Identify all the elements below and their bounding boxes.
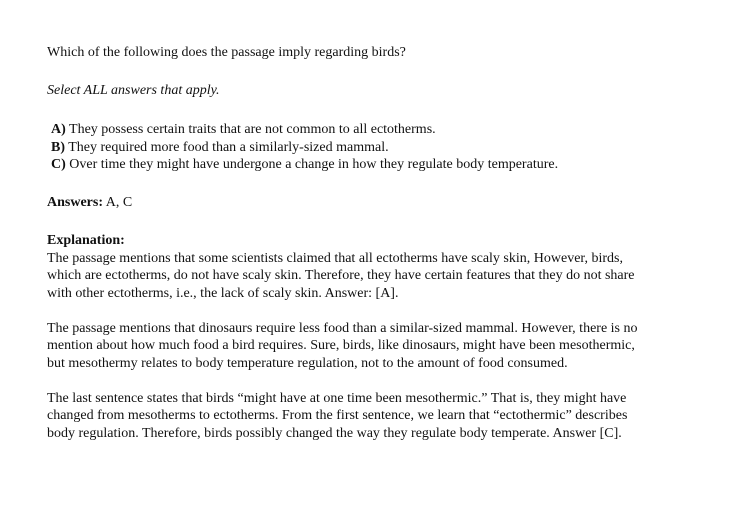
option-letter: B) — [51, 139, 65, 155]
answers-label: Answers: — [47, 195, 103, 210]
paragraph-line: body regulation. Therefore, birds possibly changed the way they regulate body temperate. Answer [C]. — [47, 425, 622, 441]
paragraph-gap — [47, 302, 727, 320]
answers-line — [47, 194, 132, 212]
option-text: They possess certain traits that are not common to all ectotherms. — [65, 122, 436, 137]
paragraph-line: The passage mentions that dinosaurs require less food than a similar-sized mammal. However, there is no — [47, 320, 638, 336]
paragraph-line: with other ectotherms, i.e., the lack of scaly skin. Answer: [A]. — [47, 285, 399, 301]
question-text: Which of the following does the passage imply regarding birds? — [47, 45, 406, 60]
paragraph-gap — [47, 372, 727, 390]
option-text: They required more food than a similarly-sized mammal. — [65, 139, 389, 155]
option-b — [51, 139, 558, 157]
explanation-section — [47, 232, 727, 442]
option-letter: C) — [51, 157, 66, 172]
explanation-paragraph — [47, 390, 727, 443]
paragraph-line: mention about how much food a bird requires. Sure, birds, like dinosaurs, might have been mesothermic, — [47, 338, 635, 353]
option-letter: A) — [51, 122, 66, 137]
paragraph-line: The passage mentions that some scientists claimed that all ectotherms have scaly skin, However, birds, — [47, 250, 624, 266]
paragraph-line: which are ectotherms, do not have scaly skin. Therefore, they have certain features that they do not share — [47, 268, 635, 283]
option-a — [51, 121, 558, 139]
answers-value: A, C — [103, 195, 133, 210]
answer-options — [51, 121, 558, 174]
paragraph-line: The last sentence states that birds “might have at one time been mesothermic.” That is, they might have — [47, 390, 627, 406]
option-text: Over time they might have undergone a change in how they regulate body temperature. — [65, 157, 559, 172]
instruction-text: Select ALL answers that apply. — [47, 83, 220, 98]
option-c — [51, 156, 558, 174]
paragraph-line: changed from mesotherms to ectotherms. From the first sentence, we learn that “ectothermic” describes — [47, 408, 628, 423]
explanation-paragraph — [47, 320, 727, 373]
explanation-heading: Explanation: — [47, 233, 125, 248]
explanation-paragraph — [47, 250, 727, 303]
paragraph-line: but mesothermy relates to body temperature regulation, not to the amount of food consumed. — [47, 355, 568, 371]
